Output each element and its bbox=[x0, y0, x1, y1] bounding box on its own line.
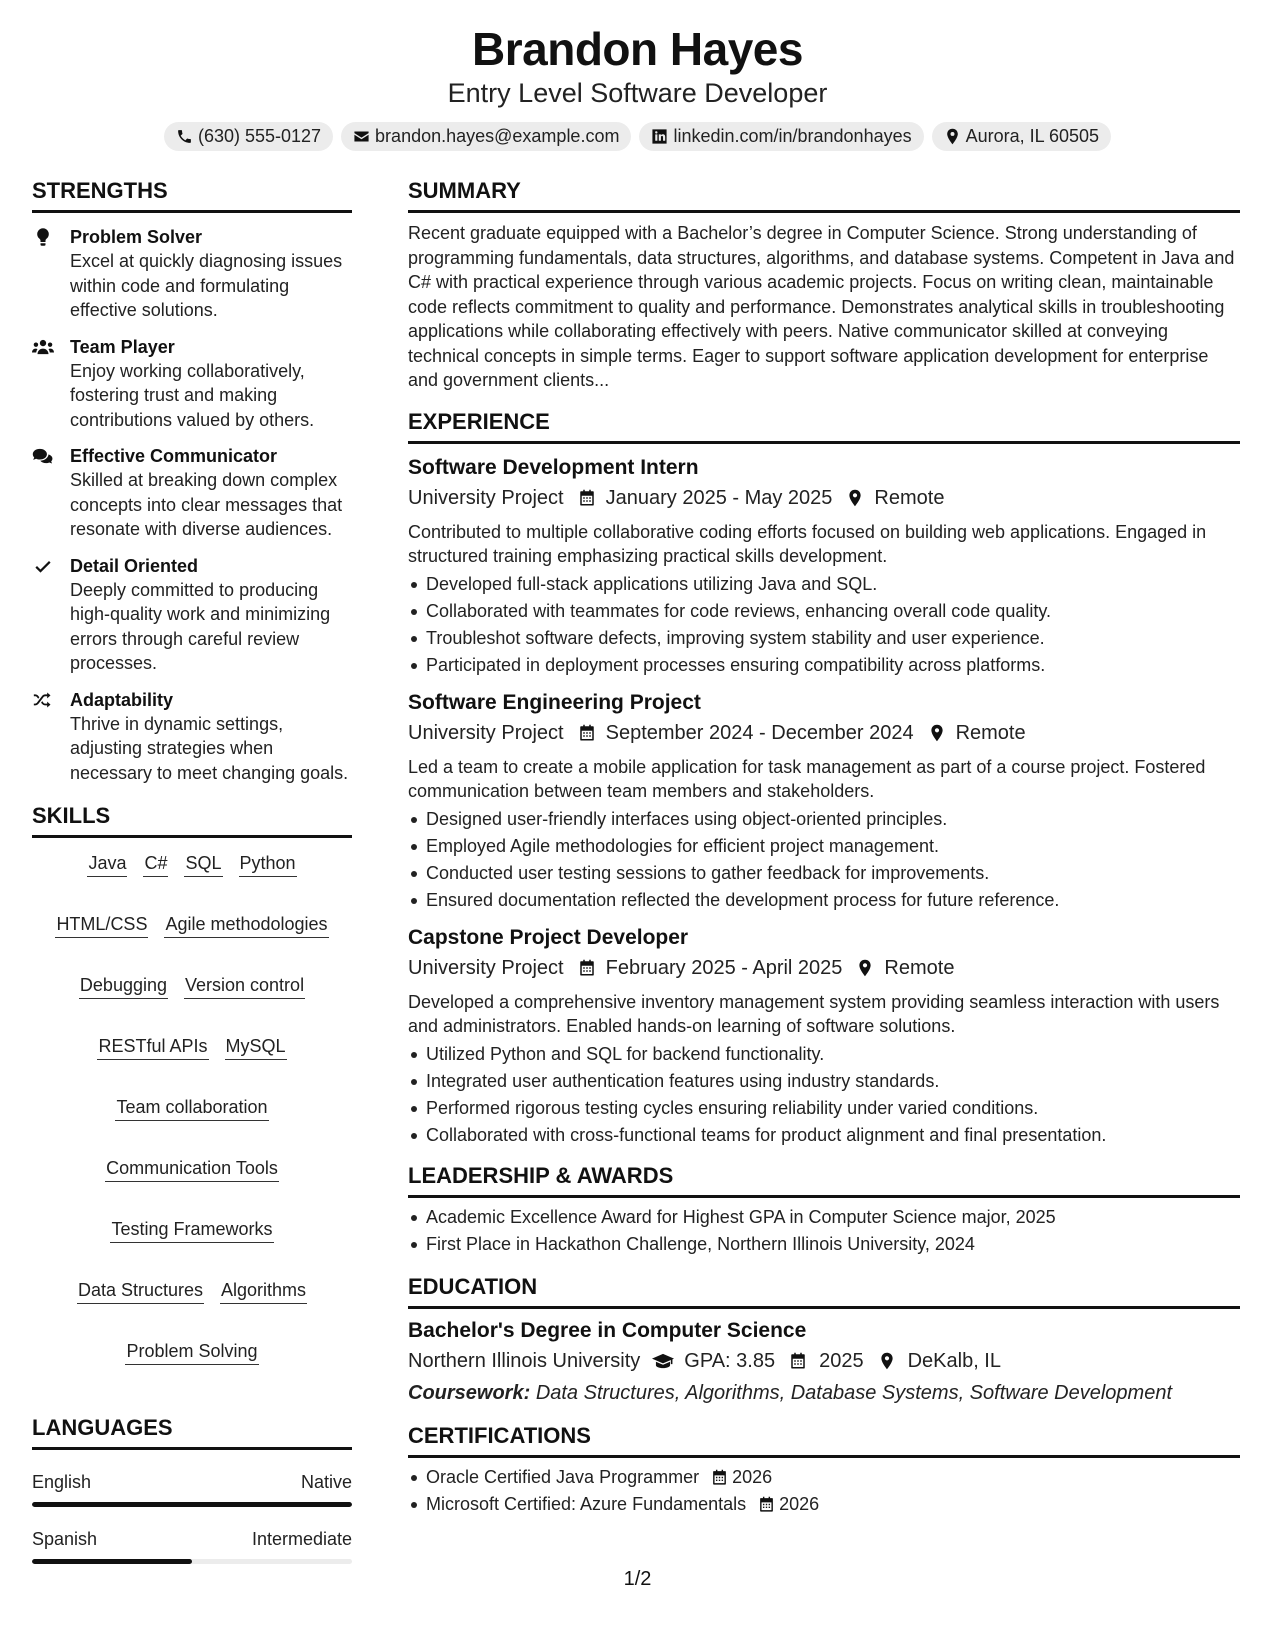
calendar-icon bbox=[578, 724, 596, 742]
job-description: Contributed to multiple collaborative coding efforts focused on building web applications. Engaged in structured training emphasizing practical skills development. bbox=[408, 521, 1207, 566]
strength-title: Detail Oriented bbox=[70, 555, 199, 576]
strength-title: Problem Solver bbox=[70, 227, 203, 247]
awards-heading: LEADERSHIP & AWARDS bbox=[408, 1161, 1240, 1198]
skill-tag: Python bbox=[239, 852, 297, 877]
strength-title: Team Player bbox=[70, 336, 175, 357]
phone-chip[interactable] bbox=[164, 122, 333, 151]
job-title: Software Development Intern bbox=[408, 455, 699, 479]
language-name: Spanish bbox=[32, 1529, 98, 1549]
check-icon bbox=[32, 556, 54, 576]
strength-desc: Skilled at breaking down complex concepts into clear messages that resonate with diverse audiences. bbox=[70, 470, 343, 539]
experience-section bbox=[408, 407, 1240, 1149]
graduation-cap-icon bbox=[652, 1352, 674, 1370]
phone-text: (630) 555-0127 bbox=[197, 126, 322, 146]
graduation-year: 2025 bbox=[819, 1349, 864, 1372]
language-level-bar bbox=[32, 1502, 352, 1507]
award-item: First Place in Hackathon Challenge, Northern Illinois University, 2024 bbox=[408, 1231, 1240, 1258]
skill-tag: Data Structures bbox=[77, 1279, 204, 1304]
coursework bbox=[408, 1379, 1240, 1407]
summary-text: Recent graduate equipped with a Bachelor’s degree in Computer Science. Strong understanding of programming fundamentals, data structures, algorithms, and database systems. Competent in Java and C# with practical experience through various academic projects. Focus on writing clean, maintainable code reflects commitment to quality and performance. Demonstrates analytical skills in troubleshooting applications while collaborating effectively with peers. Native communicator skilled at conveying technical concepts in simple terms. Eager to support software application development for enterprise and government clients... bbox=[408, 223, 1235, 390]
skills-heading: SKILLS bbox=[32, 801, 352, 838]
strength-item bbox=[32, 225, 352, 323]
summary-heading: SUMMARY bbox=[408, 176, 1240, 213]
strengths-section bbox=[32, 176, 352, 785]
languages-heading: LANGUAGES bbox=[32, 1413, 352, 1450]
coursework-label: Coursework: bbox=[408, 1381, 531, 1404]
job-bullet: Ensured documentation reflected the development process for future reference. bbox=[408, 887, 1240, 914]
email-chip[interactable] bbox=[341, 122, 631, 151]
calendar-icon bbox=[758, 1496, 775, 1513]
strength-item bbox=[32, 335, 352, 433]
education-section bbox=[408, 1272, 1240, 1407]
skill-tag: Agile methodologies bbox=[164, 913, 328, 938]
award-item: Academic Excellence Award for Highest GPA in Computer Science major, 2025 bbox=[408, 1204, 1240, 1231]
job-org: University Project bbox=[408, 956, 564, 979]
map-pin-icon bbox=[846, 489, 864, 507]
skill-tag: Communication Tools bbox=[105, 1157, 279, 1182]
strength-desc: Excel at quickly diagnosing issues within code and formulating effective solutions. bbox=[70, 251, 343, 320]
certification-name: Microsoft Certified: Azure Fundamentals bbox=[426, 1493, 747, 1514]
job-dates: January 2025 - May 2025 bbox=[605, 486, 833, 509]
language-item bbox=[32, 1470, 352, 1507]
contact-bar bbox=[0, 122, 1275, 151]
skill-tag: Debugging bbox=[79, 974, 168, 999]
certification-year: 2026 bbox=[732, 1466, 773, 1487]
language-item bbox=[32, 1527, 352, 1564]
job-location: Remote bbox=[884, 956, 955, 979]
map-pin-icon bbox=[944, 128, 961, 145]
job-org: University Project bbox=[408, 721, 564, 744]
skill-tag: MySQL bbox=[225, 1035, 287, 1060]
linkedin-icon bbox=[651, 128, 668, 145]
linkedin-chip[interactable] bbox=[639, 122, 923, 151]
right-column bbox=[408, 176, 1240, 1518]
job-location: Remote bbox=[874, 486, 945, 509]
job-description: Developed a comprehensive inventory management system providing seamless interaction with users and administrators. Enabled hands-on learning of software solutions. bbox=[408, 991, 1220, 1036]
skill-tag: RESTful APIs bbox=[97, 1035, 208, 1060]
job-dates: February 2025 - April 2025 bbox=[605, 956, 843, 979]
job-bullet: Utilized Python and SQL for backend functionality. bbox=[408, 1041, 1240, 1068]
location-text: Aurora, IL 60505 bbox=[965, 126, 1100, 146]
certifications-section bbox=[408, 1421, 1240, 1518]
comments-icon bbox=[32, 446, 54, 466]
education-location: DeKalb, IL bbox=[907, 1349, 1001, 1372]
certification-year: 2026 bbox=[779, 1493, 820, 1514]
job-bullet: Designed user-friendly interfaces using object-oriented principles. bbox=[408, 806, 1240, 833]
awards-section bbox=[408, 1161, 1240, 1258]
strength-item bbox=[32, 444, 352, 542]
strengths-heading: STRENGTHS bbox=[32, 176, 352, 213]
map-pin-icon bbox=[928, 724, 946, 742]
calendar-icon bbox=[578, 489, 596, 507]
skill-tag: Testing Frameworks bbox=[110, 1218, 273, 1243]
calendar-icon bbox=[711, 1469, 728, 1486]
job-meta bbox=[408, 719, 1240, 747]
experience-heading: EXPERIENCE bbox=[408, 407, 1240, 444]
skills-section bbox=[32, 801, 352, 1365]
job-bullet: Collaborated with teammates for code reviews, enhancing overall code quality. bbox=[408, 598, 1240, 625]
gpa-text: GPA: 3.85 bbox=[684, 1349, 776, 1372]
linkedin-text: linkedin.com/in/brandonhayes bbox=[673, 126, 912, 146]
job-bullet: Collaborated with cross-functional teams for product alignment and final presentation. bbox=[408, 1122, 1240, 1149]
job-bullet: Integrated user authentication features using industry standards. bbox=[408, 1068, 1240, 1095]
job-dates: September 2024 - December 2024 bbox=[605, 721, 914, 744]
certification-item bbox=[408, 1464, 1240, 1491]
job-entry bbox=[408, 689, 1240, 914]
language-level-fill bbox=[32, 1502, 352, 1507]
job-bullet: Employed Agile methodologies for efficient project management. bbox=[408, 833, 1240, 860]
skill-tag: HTML/CSS bbox=[55, 913, 148, 938]
certification-name: Oracle Certified Java Programmer bbox=[426, 1466, 700, 1487]
languages-section bbox=[32, 1413, 352, 1564]
job-meta bbox=[408, 484, 1240, 512]
job-bullet: Conducted user testing sessions to gather feedback for improvements. bbox=[408, 860, 1240, 887]
email-text: brandon.hayes@example.com bbox=[375, 126, 620, 146]
location-chip[interactable] bbox=[932, 122, 1111, 151]
job-title: Software Engineering Project bbox=[408, 690, 701, 714]
degree-title: Bachelor's Degree in Computer Science bbox=[408, 1318, 807, 1342]
job-org: University Project bbox=[408, 486, 564, 509]
education-heading: EDUCATION bbox=[408, 1272, 1240, 1309]
strength-desc: Enjoy working collaboratively, fostering trust and making contributions valued by others. bbox=[70, 360, 315, 430]
job-bullet: Developed full-stack applications utilizing Java and SQL. bbox=[408, 571, 1240, 598]
candidate-title: Entry Level Software Developer bbox=[447, 78, 828, 108]
skill-tag: Problem Solving bbox=[125, 1340, 258, 1365]
language-level-bar bbox=[32, 1559, 352, 1564]
job-location: Remote bbox=[955, 721, 1026, 744]
skill-tag: Algorithms bbox=[220, 1279, 307, 1304]
language-level-fill bbox=[32, 1559, 192, 1564]
left-column bbox=[32, 176, 352, 1564]
strength-desc: Deeply committed to producing high-quality work and minimizing errors through careful review processes. bbox=[70, 579, 331, 673]
calendar-icon bbox=[787, 1352, 809, 1370]
strength-title: Effective Communicator bbox=[70, 446, 278, 466]
map-pin-icon bbox=[856, 959, 874, 977]
job-title: Capstone Project Developer bbox=[408, 925, 689, 949]
skill-tag: Version control bbox=[184, 974, 305, 999]
strength-title: Adaptability bbox=[70, 689, 174, 710]
resume-header bbox=[0, 22, 1275, 151]
language-level: Intermediate bbox=[251, 1529, 352, 1549]
envelope-icon bbox=[353, 128, 370, 145]
candidate-name: Brandon Hayes bbox=[472, 23, 803, 75]
job-meta bbox=[408, 954, 1240, 982]
skills-list bbox=[32, 852, 352, 1365]
strength-item bbox=[32, 554, 352, 676]
education-meta bbox=[408, 1347, 1240, 1375]
job-description: Led a team to create a mobile application for task management as part of a course project. Fostered communication between team members and stakeholders. bbox=[408, 756, 1206, 801]
page-number: 1/2 bbox=[623, 1568, 652, 1590]
skill-tag: C# bbox=[143, 852, 168, 877]
certification-item bbox=[408, 1491, 1240, 1518]
job-bullet: Participated in deployment processes ensuring compatibility across platforms. bbox=[408, 652, 1240, 679]
strength-item bbox=[32, 688, 352, 786]
skill-tag: Java bbox=[87, 852, 127, 877]
map-pin-icon bbox=[876, 1352, 898, 1370]
job-entry bbox=[408, 454, 1240, 679]
job-bullet: Troubleshot software defects, improving system stability and user experience. bbox=[408, 625, 1240, 652]
phone-icon bbox=[176, 128, 193, 145]
school-name: Northern Illinois University bbox=[408, 1349, 641, 1372]
summary-section bbox=[408, 176, 1240, 393]
language-name: English bbox=[32, 1472, 92, 1492]
job-bullet: Performed rigorous testing cycles ensuring reliability under varied conditions. bbox=[408, 1095, 1240, 1122]
lightbulb-icon bbox=[32, 227, 54, 247]
strength-desc: Thrive in dynamic settings, adjusting strategies when necessary to meet changing goals. bbox=[70, 713, 349, 783]
certifications-heading: CERTIFICATIONS bbox=[408, 1421, 1240, 1458]
job-entry bbox=[408, 924, 1240, 1149]
coursework-text: Data Structures, Algorithms, Database Systems, Software Development bbox=[535, 1381, 1173, 1404]
calendar-icon bbox=[578, 959, 596, 977]
users-icon bbox=[32, 337, 54, 357]
language-level: Native bbox=[300, 1472, 352, 1492]
skill-tag: SQL bbox=[184, 852, 222, 877]
shuffle-icon bbox=[32, 690, 54, 710]
skill-tag: Team collaboration bbox=[115, 1096, 268, 1121]
